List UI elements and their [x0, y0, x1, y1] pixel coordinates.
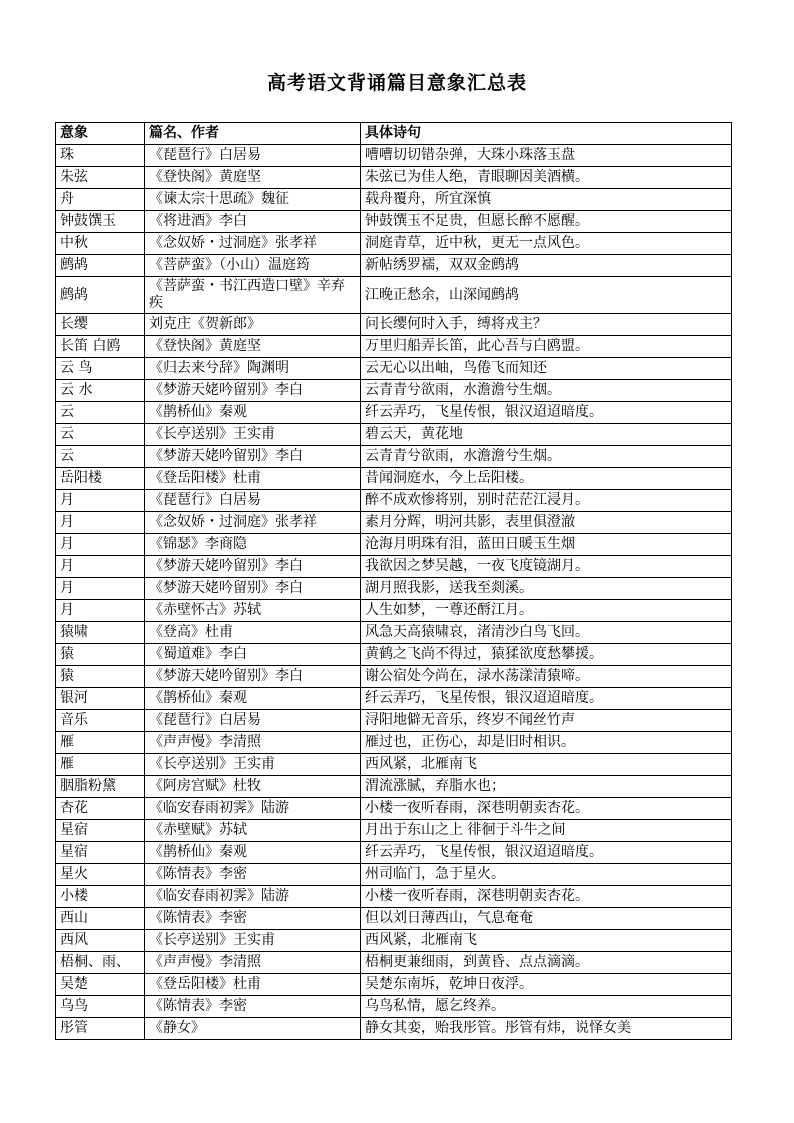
cell-imagery: 云 [56, 446, 145, 468]
cell-verse: 云青青兮欲雨，水澹澹兮生烟。 [361, 380, 732, 402]
cell-imagery: 星火 [56, 864, 145, 886]
cell-imagery: 吴楚 [56, 974, 145, 996]
cell-title-author: 《将进酒》李白 [145, 211, 361, 233]
header-imagery: 意象 [56, 123, 145, 145]
cell-imagery: 西山 [56, 908, 145, 930]
cell-imagery: 星宿 [56, 842, 145, 864]
cell-imagery: 鹧鸪 [56, 255, 145, 277]
table-row [56, 556, 732, 578]
cell-title-author: 《陈情表》李密 [145, 864, 361, 886]
table-row [56, 644, 732, 666]
table-row [56, 600, 732, 622]
table-row [56, 820, 732, 842]
table-row [56, 732, 732, 754]
table-row [56, 424, 732, 446]
cell-title-author: 《静女》 [145, 1018, 361, 1040]
cell-title-author: 《陈情表》李密 [145, 908, 361, 930]
page-title: 高考语文背诵篇目意象汇总表 [266, 72, 527, 94]
cell-title-author: 《登高》杜甫 [145, 622, 361, 644]
cell-imagery: 云 [56, 402, 145, 424]
cell-title-author: 《归去来兮辞》陶渊明 [145, 358, 361, 380]
cell-title-author: 《菩萨蛮・书江西造口壁》辛弃疾 [145, 277, 361, 314]
table-row [56, 534, 732, 556]
table-row [56, 255, 732, 277]
cell-verse: 云青青兮欲雨，水澹澹兮生烟。 [361, 446, 732, 468]
cell-verse: 静女其娈，贻我彤管。彤管有炜，说怿女美 [361, 1018, 732, 1040]
cell-title-author: 《鹊桥仙》秦观 [145, 688, 361, 710]
table-row [56, 167, 732, 189]
cell-imagery: 月 [56, 578, 145, 600]
cell-imagery: 小楼 [56, 886, 145, 908]
cell-title-author: 《梦游天姥吟留别》李白 [145, 446, 361, 468]
table-row [56, 512, 732, 534]
table-row [56, 358, 732, 380]
cell-imagery: 梧桐、雨、 [56, 952, 145, 974]
table-row [56, 996, 732, 1018]
header-verse: 具体诗句 [361, 123, 732, 145]
header-title-author: 篇名、作者 [145, 123, 361, 145]
cell-verse: 乌鸟私情，愿乞终养。 [361, 996, 732, 1018]
cell-title-author: 《长亭送别》王实甫 [145, 754, 361, 776]
cell-title-author: 《琵琶行》白居易 [145, 145, 361, 167]
cell-imagery: 朱弦 [56, 167, 145, 189]
cell-imagery: 胭脂粉黛 [56, 776, 145, 798]
cell-title-author: 《声声慢》李清照 [145, 952, 361, 974]
cell-imagery: 月 [56, 534, 145, 556]
cell-verse: 渭流涨腻，弃脂水也； [361, 776, 732, 798]
cell-verse: 云无心以出岫，鸟倦飞而知还 [361, 358, 732, 380]
table-row [56, 754, 732, 776]
cell-verse: 万里归船弄长笛，此心吾与白鸥盟。 [361, 336, 732, 358]
cell-verse: 小楼一夜听春雨，深巷明朝卖杏花。 [361, 886, 732, 908]
table-row [56, 277, 732, 314]
cell-imagery: 鹧鸪 [56, 277, 145, 314]
cell-verse: 浔阳地僻无音乐，终岁不闻丝竹声 [361, 710, 732, 732]
table-row [56, 864, 732, 886]
cell-title-author: 《琵琶行》白居易 [145, 490, 361, 512]
table-row [56, 776, 732, 798]
cell-verse: 州司临门，急于星火。 [361, 864, 732, 886]
cell-title-author: 《赤壁赋》苏轼 [145, 820, 361, 842]
cell-verse: 纤云弄巧，飞星传恨，银汉迢迢暗度。 [361, 842, 732, 864]
cell-verse: 小楼一夜听春雨，深巷明朝卖杏花。 [361, 798, 732, 820]
cell-title-author: 《临安春雨初霁》陆游 [145, 798, 361, 820]
cell-verse: 沧海月明珠有泪，蓝田日暖玉生烟 [361, 534, 732, 556]
cell-imagery: 西风 [56, 930, 145, 952]
cell-verse: 纤云弄巧，飞星传恨，银汉迢迢暗度。 [361, 402, 732, 424]
cell-imagery: 雁 [56, 754, 145, 776]
cell-title-author: 《鹊桥仙》秦观 [145, 842, 361, 864]
cell-imagery: 长缨 [56, 314, 145, 336]
cell-title-author: 《登岳阳楼》杜甫 [145, 468, 361, 490]
cell-title-author: 《梦游天姥吟留别》李白 [145, 556, 361, 578]
table-row [56, 798, 732, 820]
cell-verse: 江晚正愁余，山深闻鹧鸪 [361, 277, 732, 314]
cell-title-author: 《菩萨蛮》（小山）温庭筠 [145, 255, 361, 277]
cell-imagery: 云 水 [56, 380, 145, 402]
cell-verse: 我欲因之梦吴越，一夜飞度镜湖月。 [361, 556, 732, 578]
table-row [56, 189, 732, 211]
cell-title-author: 《阿房宫赋》杜牧 [145, 776, 361, 798]
cell-title-author: 《梦游天姥吟留别》李白 [145, 666, 361, 688]
cell-imagery: 猿 [56, 666, 145, 688]
cell-verse: 黄鹤之飞尚不得过，猿猱欲度愁攀援。 [361, 644, 732, 666]
cell-title-author: 《临安春雨初霁》陆游 [145, 886, 361, 908]
cell-verse: 钟鼓馔玉不足贵，但愿长醉不愿醒。 [361, 211, 732, 233]
cell-imagery: 月 [56, 600, 145, 622]
cell-title-author: 《蜀道难》李白 [145, 644, 361, 666]
cell-imagery: 珠 [56, 145, 145, 167]
cell-imagery: 岳阳楼 [56, 468, 145, 490]
table-body [56, 145, 732, 1040]
cell-imagery: 中秋 [56, 233, 145, 255]
table-row [56, 886, 732, 908]
imagery-table [55, 122, 732, 1040]
cell-verse: 月出于东山之上 徘徊于斗牛之间 [361, 820, 732, 842]
cell-title-author: 《念奴娇・过洞庭》张孝祥 [145, 233, 361, 255]
cell-imagery: 云 鸟 [56, 358, 145, 380]
table-row [56, 974, 732, 996]
cell-title-author: 《长亭送别》王实甫 [145, 424, 361, 446]
cell-title-author: 《念奴娇・过洞庭》张孝祥 [145, 512, 361, 534]
table-row [56, 952, 732, 974]
cell-title-author: 《登快阁》黄庭坚 [145, 336, 361, 358]
cell-verse: 朱弦已为佳人绝，青眼聊因美酒横。 [361, 167, 732, 189]
cell-verse: 雁过也，正伤心，却是旧时相识。 [361, 732, 732, 754]
cell-verse: 昔闻洞庭水，今上岳阳楼。 [361, 468, 732, 490]
cell-imagery: 音乐 [56, 710, 145, 732]
cell-title-author: 《琵琶行》白居易 [145, 710, 361, 732]
table-row [56, 710, 732, 732]
cell-verse: 西风紧，北雁南飞 [361, 754, 732, 776]
cell-title-author: 《长亭送别》王实甫 [145, 930, 361, 952]
cell-imagery: 月 [56, 512, 145, 534]
cell-title-author: 《梦游天姥吟留别》李白 [145, 578, 361, 600]
cell-imagery: 星宿 [56, 820, 145, 842]
table-row [56, 930, 732, 952]
cell-verse: 新帖绣罗襦，双双金鹧鸪 [361, 255, 732, 277]
cell-title-author: 《鹊桥仙》秦观 [145, 402, 361, 424]
table-row [56, 336, 732, 358]
cell-title-author: 刘克庄《贺新郎》 [145, 314, 361, 336]
cell-verse: 吴楚东南坼，乾坤日夜浮。 [361, 974, 732, 996]
table-header-row [56, 123, 732, 145]
cell-imagery: 长笛 白鸥 [56, 336, 145, 358]
cell-title-author: 《登岳阳楼》杜甫 [145, 974, 361, 996]
cell-imagery: 雁 [56, 732, 145, 754]
cell-verse: 但以刘日薄西山，气息奄奄 [361, 908, 732, 930]
cell-title-author: 《声声慢》李清照 [145, 732, 361, 754]
table-row [56, 211, 732, 233]
table-row [56, 688, 732, 710]
cell-verse: 纤云弄巧，飞星传恨，银汉迢迢暗度。 [361, 688, 732, 710]
table-row [56, 380, 732, 402]
table-row [56, 578, 732, 600]
table-row [56, 908, 732, 930]
cell-title-author: 《赤壁怀古》苏轼 [145, 600, 361, 622]
cell-verse: 嘈嘈切切错杂弹，大珠小珠落玉盘 [361, 145, 732, 167]
cell-imagery: 猿啸 [56, 622, 145, 644]
cell-verse: 人生如梦，一尊还酹江月。 [361, 600, 732, 622]
cell-verse: 西风紧，北雁南飞 [361, 930, 732, 952]
cell-verse: 湖月照我影，送我至剡溪。 [361, 578, 732, 600]
cell-imagery: 银河 [56, 688, 145, 710]
cell-imagery: 彤管 [56, 1018, 145, 1040]
cell-verse: 素月分辉，明河共影，表里俱澄澈 [361, 512, 732, 534]
cell-imagery: 乌鸟 [56, 996, 145, 1018]
table-row [56, 145, 732, 167]
cell-verse: 洞庭青草，近中秋，更无一点风色。 [361, 233, 732, 255]
cell-title-author: 《陈情表》李密 [145, 996, 361, 1018]
cell-imagery: 舟 [56, 189, 145, 211]
cell-verse: 醉不成欢惨将别，别时茫茫江浸月。 [361, 490, 732, 512]
cell-verse: 碧云天，黄花地 [361, 424, 732, 446]
table-row [56, 1018, 732, 1040]
cell-verse: 问长缨何时入手，缚将戎主？ [361, 314, 732, 336]
cell-title-author: 《梦游天姥吟留别》李白 [145, 380, 361, 402]
table-row [56, 314, 732, 336]
table-row [56, 666, 732, 688]
cell-imagery: 钟鼓馔玉 [56, 211, 145, 233]
cell-imagery: 月 [56, 490, 145, 512]
cell-title-author: 《锦瑟》李商隐 [145, 534, 361, 556]
table-row [56, 446, 732, 468]
table-row [56, 402, 732, 424]
cell-title-author: 《登快阁》黄庭坚 [145, 167, 361, 189]
cell-verse: 风急天高猿啸哀，渚清沙白鸟飞回。 [361, 622, 732, 644]
cell-verse: 梧桐更兼细雨，到黄昏、点点滴滴。 [361, 952, 732, 974]
cell-imagery: 猿 [56, 644, 145, 666]
cell-imagery: 云 [56, 424, 145, 446]
table-row [56, 233, 732, 255]
table-row [56, 842, 732, 864]
cell-imagery: 杏花 [56, 798, 145, 820]
cell-imagery: 月 [56, 556, 145, 578]
table-row [56, 490, 732, 512]
cell-verse: 载舟覆舟，所宜深慎 [361, 189, 732, 211]
cell-title-author: 《谏太宗十思疏》魏征 [145, 189, 361, 211]
cell-verse: 谢公宿处今尚在，渌水荡漾清猿啼。 [361, 666, 732, 688]
table-row [56, 622, 732, 644]
table-row [56, 468, 732, 490]
